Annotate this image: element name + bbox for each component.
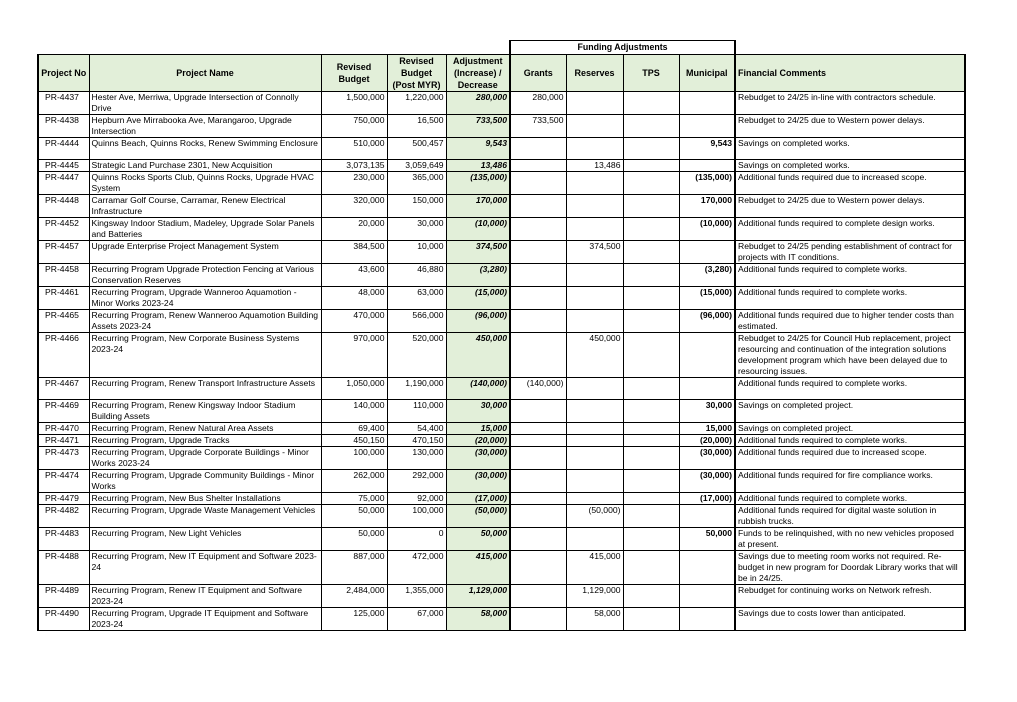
reserves-cell: (50,000) (566, 505, 623, 528)
table-row (38, 505, 965, 528)
adjustment-cell: (20,000) (446, 435, 510, 447)
tps-cell (623, 585, 679, 608)
revised-budget-cell: 75,000 (321, 493, 387, 505)
revised-budget-post-cell: 10,000 (387, 241, 446, 264)
project-no-cell: PR-4465 (38, 310, 89, 333)
tps-cell (623, 435, 679, 447)
financial-comment-cell: Additional funds required to complete works. (735, 264, 965, 287)
financial-comment-cell: Additional funds required due to higher tender costs than estimated. (735, 310, 965, 333)
grants-cell (510, 493, 566, 505)
financial-comment-cell: Rebudget to 24/25 pending establishment of contract for projects with IT conditions. (735, 241, 965, 264)
revised-budget-post-cell: 54,400 (387, 423, 446, 435)
reserves-cell (566, 528, 623, 551)
table-row (38, 608, 965, 631)
grants-cell (510, 172, 566, 195)
tps-cell (623, 264, 679, 287)
col-adjustment: Adjustment (Increase) / Decrease (446, 55, 510, 92)
reserves-cell (566, 287, 623, 310)
table-row (38, 470, 965, 493)
grants-cell (510, 241, 566, 264)
adjustment-cell: (30,000) (446, 447, 510, 470)
table-row (38, 92, 965, 115)
adjustment-cell: (30,000) (446, 470, 510, 493)
col-revised-budget: Revised Budget (321, 55, 387, 92)
grants-cell (510, 264, 566, 287)
reserves-cell (566, 218, 623, 241)
table-row (38, 378, 965, 400)
project-no-cell: PR-4461 (38, 287, 89, 310)
revised-budget-cell: 384,500 (321, 241, 387, 264)
municipal-cell (679, 115, 735, 138)
project-no-cell: PR-4488 (38, 551, 89, 585)
adjustment-cell: 280,000 (446, 92, 510, 115)
project-name-cell: Recurring Program, Upgrade Tracks (89, 435, 321, 447)
tps-cell (623, 608, 679, 631)
revised-budget-cell: 262,000 (321, 470, 387, 493)
grants-cell: (140,000) (510, 378, 566, 400)
table-row (38, 551, 965, 585)
project-no-cell: PR-4482 (38, 505, 89, 528)
financial-comment-cell: Additional funds required to complete works. (735, 378, 965, 400)
financial-comment-cell: Rebudget for continuing works on Network refresh. (735, 585, 965, 608)
col-reserves: Reserves (566, 55, 623, 92)
adjustment-cell: 13,486 (446, 160, 510, 172)
financial-comment-cell: Savings on completed works. (735, 160, 965, 172)
project-no-cell: PR-4471 (38, 435, 89, 447)
municipal-cell (679, 608, 735, 631)
adjustment-cell: 9,543 (446, 138, 510, 160)
project-name-cell: Recurring Program, New Corporate Business Systems 2023-24 (89, 333, 321, 378)
revised-budget-cell: 470,000 (321, 310, 387, 333)
tps-cell (623, 423, 679, 435)
adjustment-cell: (3,280) (446, 264, 510, 287)
municipal-cell: 30,000 (679, 400, 735, 423)
revised-budget-post-cell: 566,000 (387, 310, 446, 333)
adjustment-cell: (135,000) (446, 172, 510, 195)
project-name-cell: Recurring Program, Upgrade Community Buildings - Minor Works (89, 470, 321, 493)
revised-budget-post-cell: 1,355,000 (387, 585, 446, 608)
revised-budget-post-cell: 0 (387, 528, 446, 551)
adjustment-cell: (50,000) (446, 505, 510, 528)
grants-cell (510, 608, 566, 631)
revised-budget-post-cell: 67,000 (387, 608, 446, 631)
project-name-cell: Recurring Program, Renew Transport Infrastructure Assets (89, 378, 321, 400)
tps-cell (623, 92, 679, 115)
adjustment-cell: 1,129,000 (446, 585, 510, 608)
municipal-cell: 170,000 (679, 195, 735, 218)
revised-budget-cell: 1,050,000 (321, 378, 387, 400)
tps-cell (623, 528, 679, 551)
header-group-row (38, 41, 965, 55)
col-revised-budget-post-myr: Revised Budget (Post MYR) (387, 55, 446, 92)
tps-cell (623, 551, 679, 585)
project-no-cell: PR-4490 (38, 608, 89, 631)
project-name-cell: Hepburn Ave Mirrabooka Ave, Marangaroo, Upgrade Intersection (89, 115, 321, 138)
col-project-name: Project Name (89, 55, 321, 92)
table-row (38, 528, 965, 551)
grants-cell (510, 138, 566, 160)
project-name-cell: Recurring Program, Renew Wanneroo Aquamotion Building Assets 2023-24 (89, 310, 321, 333)
column-header-row (38, 55, 965, 92)
project-no-cell: PR-4447 (38, 172, 89, 195)
adjustment-cell: 58,000 (446, 608, 510, 631)
adjustment-cell: 50,000 (446, 528, 510, 551)
budget-adjustments-table (37, 40, 966, 631)
revised-budget-post-cell: 292,000 (387, 470, 446, 493)
table-row (38, 241, 965, 264)
project-no-cell: PR-4467 (38, 378, 89, 400)
tps-cell (623, 287, 679, 310)
table-row (38, 400, 965, 423)
project-no-cell: PR-4483 (38, 528, 89, 551)
grants-cell: 733,500 (510, 115, 566, 138)
revised-budget-cell: 3,073,135 (321, 160, 387, 172)
reserves-cell (566, 470, 623, 493)
grants-cell (510, 400, 566, 423)
project-no-cell: PR-4489 (38, 585, 89, 608)
table-row (38, 115, 965, 138)
reserves-cell: 374,500 (566, 241, 623, 264)
revised-budget-cell: 140,000 (321, 400, 387, 423)
revised-budget-cell: 320,000 (321, 195, 387, 218)
adjustment-cell: (96,000) (446, 310, 510, 333)
revised-budget-post-cell: 92,000 (387, 493, 446, 505)
project-name-cell: Recurring Program, New Light Vehicles (89, 528, 321, 551)
tps-cell (623, 172, 679, 195)
reserves-cell: 13,486 (566, 160, 623, 172)
table-row (38, 160, 965, 172)
project-name-cell: Strategic Land Purchase 2301, New Acquisition (89, 160, 321, 172)
project-name-cell: Recurring Program, Upgrade Corporate Buildings - Minor Works 2023-24 (89, 447, 321, 470)
table-row (38, 493, 965, 505)
revised-budget-post-cell: 150,000 (387, 195, 446, 218)
tps-cell (623, 138, 679, 160)
grants-cell (510, 310, 566, 333)
financial-comment-cell: Rebudget to 24/25 in-line with contractors schedule. (735, 92, 965, 115)
col-tps: TPS (623, 55, 679, 92)
grants-cell (510, 423, 566, 435)
project-name-cell: Recurring Program, Renew IT Equipment and Software 2023-24 (89, 585, 321, 608)
project-no-cell: PR-4448 (38, 195, 89, 218)
municipal-cell: (135,000) (679, 172, 735, 195)
revised-budget-post-cell: 110,000 (387, 400, 446, 423)
table-row (38, 585, 965, 608)
revised-budget-cell: 50,000 (321, 505, 387, 528)
tps-cell (623, 333, 679, 378)
tps-cell (623, 400, 679, 423)
table-row (38, 195, 965, 218)
project-no-cell: PR-4458 (38, 264, 89, 287)
adjustment-cell: (17,000) (446, 493, 510, 505)
tps-cell (623, 160, 679, 172)
project-name-cell: Recurring Program Upgrade Protection Fencing at Various Conservation Reserves (89, 264, 321, 287)
table-row (38, 435, 965, 447)
revised-budget-cell: 450,150 (321, 435, 387, 447)
reserves-cell (566, 264, 623, 287)
revised-budget-post-cell: 520,000 (387, 333, 446, 378)
financial-comment-cell: Additional funds required due to increased scope. (735, 447, 965, 470)
project-name-cell: Recurring Program, Renew Natural Area Assets (89, 423, 321, 435)
revised-budget-cell: 43,600 (321, 264, 387, 287)
revised-budget-cell: 750,000 (321, 115, 387, 138)
table-row (38, 310, 965, 333)
tps-cell (623, 447, 679, 470)
reserves-cell: 58,000 (566, 608, 623, 631)
adjustment-cell: (10,000) (446, 218, 510, 241)
financial-comment-cell: Rebudget to 24/25 for Council Hub replacement, project resourcing and continuation of the integration solutions development program which have been delayed due to resourcing issues. (735, 333, 965, 378)
tps-cell (623, 310, 679, 333)
tps-cell (623, 195, 679, 218)
adjustment-cell: 733,500 (446, 115, 510, 138)
project-name-cell: Recurring Program, New IT Equipment and Software 2023-24 (89, 551, 321, 585)
reserves-cell (566, 435, 623, 447)
table-row (38, 172, 965, 195)
municipal-cell (679, 160, 735, 172)
revised-budget-post-cell: 1,220,000 (387, 92, 446, 115)
financial-comment-cell: Additional funds required for fire compliance works. (735, 470, 965, 493)
municipal-cell: 50,000 (679, 528, 735, 551)
revised-budget-post-cell: 470,150 (387, 435, 446, 447)
municipal-cell: (10,000) (679, 218, 735, 241)
tps-cell (623, 218, 679, 241)
revised-budget-cell: 69,400 (321, 423, 387, 435)
adjustment-cell: 415,000 (446, 551, 510, 585)
municipal-cell: 15,000 (679, 423, 735, 435)
funding-adjustments-header: Funding Adjustments (510, 41, 735, 55)
revised-budget-post-cell: 365,000 (387, 172, 446, 195)
project-no-cell: PR-4457 (38, 241, 89, 264)
municipal-cell (679, 585, 735, 608)
revised-budget-cell: 50,000 (321, 528, 387, 551)
project-no-cell: PR-4479 (38, 493, 89, 505)
project-name-cell: Carramar Golf Course, Carramar, Renew Electrical Infrastructure (89, 195, 321, 218)
col-grants: Grants (510, 55, 566, 92)
project-name-cell: Kingsway Indoor Stadium, Madeley, Upgrade Solar Panels and Batteries (89, 218, 321, 241)
adjustment-cell: (15,000) (446, 287, 510, 310)
municipal-cell (679, 333, 735, 378)
project-no-cell: PR-4452 (38, 218, 89, 241)
financial-comment-cell: Savings on completed works. (735, 138, 965, 160)
reserves-cell: 1,129,000 (566, 585, 623, 608)
financial-comment-cell: Rebudget to 24/25 due to Western power delays. (735, 115, 965, 138)
grants-cell (510, 551, 566, 585)
tps-cell (623, 241, 679, 264)
tps-cell (623, 378, 679, 400)
grants-cell (510, 528, 566, 551)
project-no-cell: PR-4474 (38, 470, 89, 493)
grants-cell (510, 195, 566, 218)
reserves-cell (566, 115, 623, 138)
revised-budget-post-cell: 46,880 (387, 264, 446, 287)
financial-comment-cell: Savings on completed project. (735, 400, 965, 423)
municipal-cell: 9,543 (679, 138, 735, 160)
revised-budget-cell: 2,484,000 (321, 585, 387, 608)
project-no-cell: PR-4473 (38, 447, 89, 470)
reserves-cell (566, 493, 623, 505)
reserves-cell: 415,000 (566, 551, 623, 585)
revised-budget-cell: 230,000 (321, 172, 387, 195)
table-row (38, 218, 965, 241)
financial-comment-cell: Savings due to costs lower than anticipated. (735, 608, 965, 631)
municipal-cell (679, 551, 735, 585)
tps-cell (623, 505, 679, 528)
adjustment-cell: 374,500 (446, 241, 510, 264)
municipal-cell: (3,280) (679, 264, 735, 287)
financial-comment-cell: Savings on completed project. (735, 423, 965, 435)
revised-budget-cell: 887,000 (321, 551, 387, 585)
project-name-cell: Recurring Program, Upgrade IT Equipment and Software 2023-24 (89, 608, 321, 631)
reserves-cell (566, 195, 623, 218)
project-name-cell: Recurring Program, Upgrade Waste Management Vehicles (89, 505, 321, 528)
table-row (38, 138, 965, 160)
financial-comment-cell: Additional funds required to complete works. (735, 493, 965, 505)
reserves-cell (566, 423, 623, 435)
project-name-cell: Recurring Program, New Bus Shelter Installations (89, 493, 321, 505)
grants-cell (510, 333, 566, 378)
table-row (38, 333, 965, 378)
reserves-cell (566, 378, 623, 400)
adjustment-cell: (140,000) (446, 378, 510, 400)
revised-budget-post-cell: 30,000 (387, 218, 446, 241)
reserves-cell: 450,000 (566, 333, 623, 378)
project-name-cell: Quinns Rocks Sports Club, Quinns Rocks, Upgrade HVAC System (89, 172, 321, 195)
tps-cell (623, 115, 679, 138)
revised-budget-post-cell: 3,059,649 (387, 160, 446, 172)
adjustment-cell: 15,000 (446, 423, 510, 435)
revised-budget-post-cell: 63,000 (387, 287, 446, 310)
financial-comment-cell: Additional funds required to complete design works. (735, 218, 965, 241)
table-body (38, 92, 965, 631)
grants-cell (510, 470, 566, 493)
project-no-cell: PR-4466 (38, 333, 89, 378)
project-name-cell: Hester Ave, Merriwa, Upgrade Intersection of Connolly Drive (89, 92, 321, 115)
reserves-cell (566, 172, 623, 195)
adjustment-cell: 450,000 (446, 333, 510, 378)
municipal-cell: (15,000) (679, 287, 735, 310)
project-name-cell: Quinns Beach, Quinns Rocks, Renew Swimming Enclosure (89, 138, 321, 160)
project-no-cell: PR-4438 (38, 115, 89, 138)
project-name-cell: Upgrade Enterprise Project Management System (89, 241, 321, 264)
revised-budget-cell: 510,000 (321, 138, 387, 160)
project-no-cell: PR-4469 (38, 400, 89, 423)
project-no-cell: PR-4444 (38, 138, 89, 160)
revised-budget-cell: 970,000 (321, 333, 387, 378)
revised-budget-post-cell: 472,000 (387, 551, 446, 585)
revised-budget-post-cell: 500,457 (387, 138, 446, 160)
grants-cell (510, 435, 566, 447)
municipal-cell: (30,000) (679, 470, 735, 493)
table-row (38, 423, 965, 435)
reserves-cell (566, 92, 623, 115)
table-row (38, 447, 965, 470)
municipal-cell: (20,000) (679, 435, 735, 447)
grants-cell: 280,000 (510, 92, 566, 115)
municipal-cell: (17,000) (679, 493, 735, 505)
municipal-cell (679, 241, 735, 264)
municipal-cell: (96,000) (679, 310, 735, 333)
reserves-cell (566, 310, 623, 333)
financial-comment-cell: Funds to be relinquished, with no new vehicles proposed at present. (735, 528, 965, 551)
tps-cell (623, 493, 679, 505)
col-project-no: Project No (38, 55, 89, 92)
adjustment-cell: 30,000 (446, 400, 510, 423)
municipal-cell (679, 92, 735, 115)
financial-comment-cell: Additional funds required to complete works. (735, 435, 965, 447)
financial-comment-cell: Rebudget to 24/25 due to Western power delays. (735, 195, 965, 218)
project-no-cell: PR-4470 (38, 423, 89, 435)
adjustment-cell: 170,000 (446, 195, 510, 218)
financial-comment-cell: Additional funds required to complete works. (735, 287, 965, 310)
municipal-cell: (30,000) (679, 447, 735, 470)
grants-cell (510, 447, 566, 470)
revised-budget-cell: 100,000 (321, 447, 387, 470)
tps-cell (623, 470, 679, 493)
table-row (38, 264, 965, 287)
grants-cell (510, 218, 566, 241)
revised-budget-cell: 1,500,000 (321, 92, 387, 115)
revised-budget-cell: 48,000 (321, 287, 387, 310)
revised-budget-post-cell: 16,500 (387, 115, 446, 138)
municipal-cell (679, 378, 735, 400)
project-name-cell: Recurring Program, Renew Kingsway Indoor Stadium Building Assets (89, 400, 321, 423)
revised-budget-cell: 20,000 (321, 218, 387, 241)
col-financial-comments: Financial Comments (735, 55, 965, 92)
revised-budget-post-cell: 130,000 (387, 447, 446, 470)
financial-comment-cell: Savings due to meeting room works not required. Re-budget in new program for Doordak Library works that will be in 24/25. (735, 551, 965, 585)
project-no-cell: PR-4437 (38, 92, 89, 115)
revised-budget-post-cell: 100,000 (387, 505, 446, 528)
revised-budget-cell: 125,000 (321, 608, 387, 631)
reserves-cell (566, 447, 623, 470)
revised-budget-post-cell: 1,190,000 (387, 378, 446, 400)
reserves-cell (566, 400, 623, 423)
grants-cell (510, 505, 566, 528)
grants-cell (510, 160, 566, 172)
project-name-cell: Recurring Program, Upgrade Wanneroo Aquamotion - Minor Works 2023-24 (89, 287, 321, 310)
grants-cell (510, 585, 566, 608)
reserves-cell (566, 138, 623, 160)
financial-comment-cell: Additional funds required for digital waste solution in rubbish trucks. (735, 505, 965, 528)
table-row (38, 287, 965, 310)
col-municipal: Municipal (679, 55, 735, 92)
grants-cell (510, 287, 566, 310)
municipal-cell (679, 505, 735, 528)
project-no-cell: PR-4445 (38, 160, 89, 172)
financial-comment-cell: Additional funds required due to increased scope. (735, 172, 965, 195)
